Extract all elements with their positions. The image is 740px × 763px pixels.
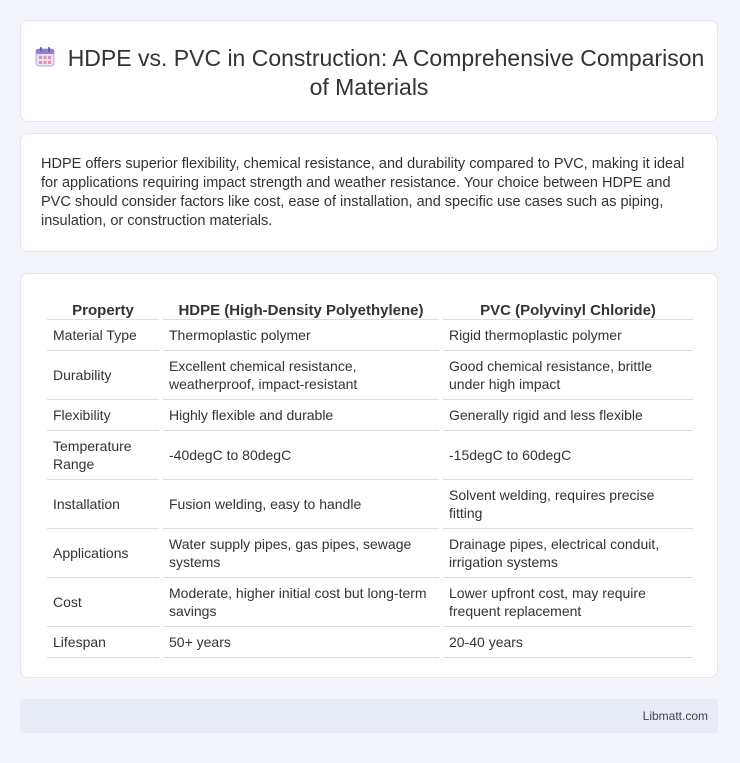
table-row — [47, 351, 693, 400]
calendar-icon — [34, 46, 56, 68]
table-row — [47, 400, 693, 431]
row-pvc-value: Good chemical resistance, brittle under high impact — [443, 351, 693, 400]
row-property: Material Type — [47, 320, 159, 351]
row-property: Installation — [47, 480, 159, 529]
comparison-table — [43, 294, 697, 658]
page-title-text: HDPE vs. PVC in Construction: A Comprehensive Comparison of Materials — [67, 45, 705, 100]
footer-site-link[interactable]: Libmatt.com — [642, 709, 708, 723]
summary-text: HDPE offers superior flexibility, chemical resistance, and durability compared to PVC, making it ideal for applications requiring impact strength and weather resistance. Your choice between HDPE and PVC should consider factors like cost, ease of installation, and specific use cases such as piping, insulation, or construction materials. — [41, 156, 685, 229]
column-header-pvc: PVC (Polyvinyl Chloride) — [443, 294, 693, 320]
comparison-table-card — [20, 273, 718, 678]
row-hdpe-value: Excellent chemical resistance, weatherproof, impact-resistant — [163, 351, 439, 400]
row-pvc-value: Solvent welding, requires precise fitting — [443, 480, 693, 529]
row-pvc-value: -15degC to 60degC — [443, 431, 693, 480]
row-property: Temperature Range — [47, 431, 159, 480]
row-property: Flexibility — [47, 400, 159, 431]
row-pvc-value: 20-40 years — [443, 627, 693, 658]
title-card — [20, 20, 718, 122]
row-property: Cost — [47, 578, 159, 627]
table-row — [47, 431, 693, 480]
table-row — [47, 320, 693, 351]
page-title — [21, 44, 717, 102]
row-pvc-value: Lower upfront cost, may require frequent replacement — [443, 578, 693, 627]
row-hdpe-value: Water supply pipes, gas pipes, sewage systems — [163, 529, 439, 578]
table-row — [47, 627, 693, 658]
footer — [20, 699, 718, 733]
column-header-hdpe: HDPE (High-Density Polyethylene) — [163, 294, 439, 320]
row-hdpe-value: Thermoplastic polymer — [163, 320, 439, 351]
row-property: Lifespan — [47, 627, 159, 658]
table-header-row — [47, 294, 693, 320]
row-pvc-value: Rigid thermoplastic polymer — [443, 320, 693, 351]
row-hdpe-value: Fusion welding, easy to handle — [163, 480, 439, 529]
table-row — [47, 529, 693, 578]
column-header-property: Property — [47, 294, 159, 320]
row-hdpe-value: -40degC to 80degC — [163, 431, 439, 480]
row-hdpe-value: 50+ years — [163, 627, 439, 658]
row-pvc-value: Generally rigid and less flexible — [443, 400, 693, 431]
table-row — [47, 578, 693, 627]
row-hdpe-value: Moderate, higher initial cost but long-term savings — [163, 578, 439, 627]
row-property: Durability — [47, 351, 159, 400]
row-hdpe-value: Highly flexible and durable — [163, 400, 439, 431]
row-property: Applications — [47, 529, 159, 578]
row-pvc-value: Drainage pipes, electrical conduit, irrigation systems — [443, 529, 693, 578]
table-row — [47, 480, 693, 529]
summary-card — [20, 133, 718, 252]
